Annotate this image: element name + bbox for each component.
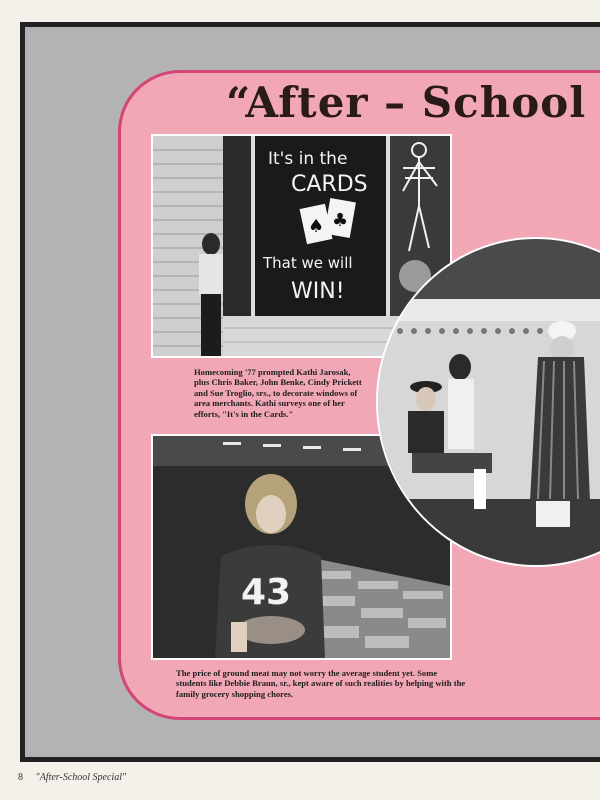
standing-actor bbox=[448, 354, 474, 449]
svg-text:♣: ♣ bbox=[332, 210, 349, 231]
sign-line-4: WIN! bbox=[291, 279, 345, 304]
grocery-caption: The price of ground meat may not worry the average student yet. Some students like Debbie Braun, sr., kept aware of such realities by helping with the family grocery shopping chores. bbox=[176, 668, 466, 699]
sign-line-3: That we will bbox=[263, 254, 353, 272]
page-footer bbox=[18, 772, 126, 783]
sign-line-1: It's in the bbox=[268, 149, 348, 169]
svg-text:♠: ♠ bbox=[308, 216, 325, 237]
page-number: 8 bbox=[18, 772, 23, 783]
storefront-caption: Homecoming '77 prompted Kathi Jarosak, plus Chris Baker, John Benke, Cindy Prickett and Sue Troglio, srs., to decorate windows of area merchants. Kathi surveys one of her efforts, "It's in the Cards." bbox=[194, 367, 362, 419]
section-name: "After-School Special" bbox=[35, 772, 127, 783]
sign-line-2: CARDS bbox=[291, 172, 368, 197]
jersey-number: 43 bbox=[241, 572, 292, 613]
page-title: “After – School bbox=[226, 78, 587, 127]
